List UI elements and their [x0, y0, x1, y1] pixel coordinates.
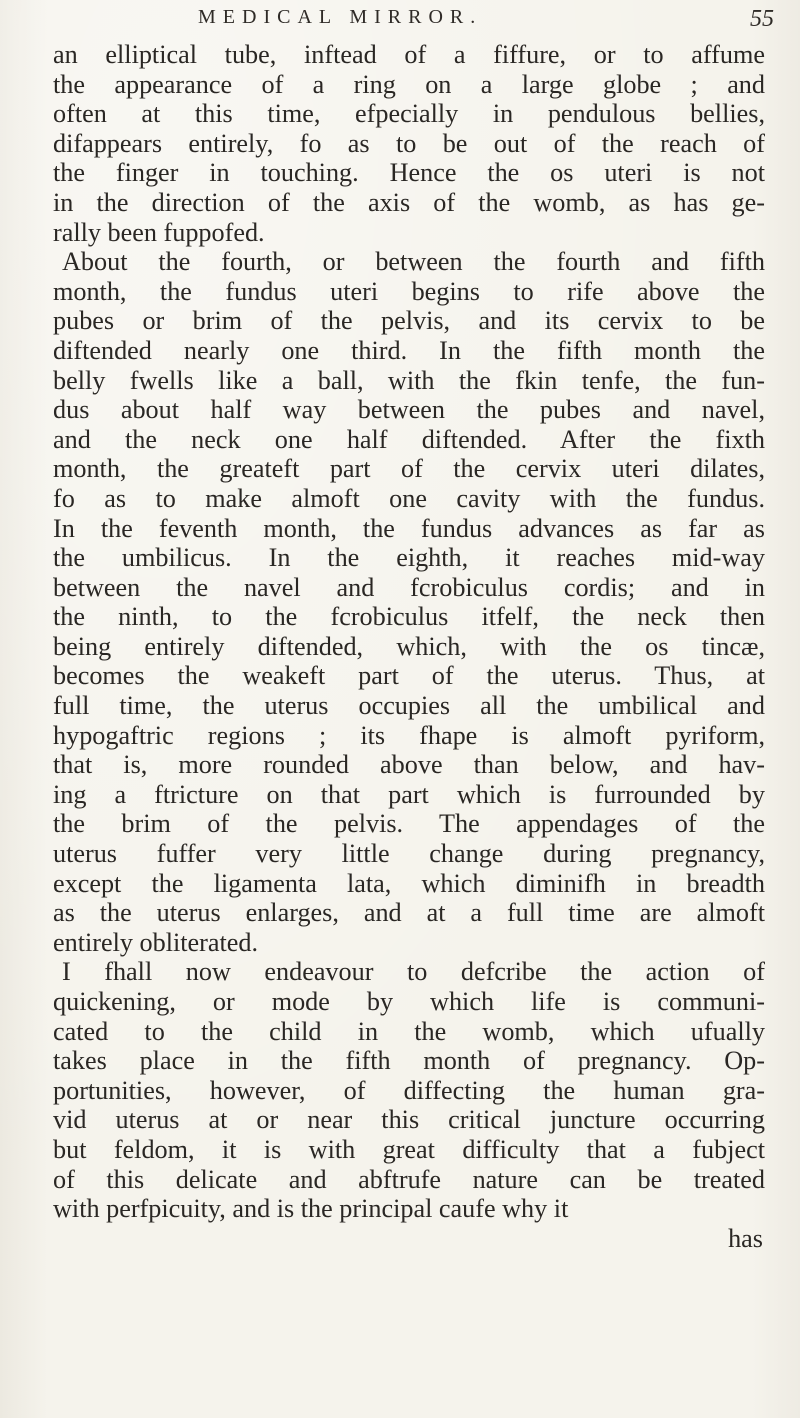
text-line: pubes or brim of the pelvis, and its cervix to be — [53, 306, 765, 336]
text-line: the ninth, to the fcrobiculus itfelf, the neck then — [53, 602, 765, 632]
text-line: that is, more rounded above than below, and hav- — [53, 750, 765, 780]
text-line: the brim of the pelvis. The appendages of the — [53, 809, 765, 839]
text-line: full time, the uterus occupies all the umbilical and — [53, 691, 765, 721]
text-line: ing a ftricture on that part which is furrounded by — [53, 779, 765, 809]
paragraph — [53, 247, 765, 957]
text-line: but feldom, it is with great difficulty that a fubject — [53, 1134, 765, 1164]
text-line: between the navel and fcrobiculus cordis; and in — [53, 572, 765, 602]
text-line: being entirely diftended, which, with the os tincæ, — [53, 631, 765, 661]
text-line: In the feventh month, the fundus advances as far as — [53, 513, 765, 543]
page-header — [0, 4, 800, 34]
text-line: fo as to make almoft one cavity with the fundus. — [53, 483, 765, 513]
text-line: often at this time, efpecially in pendulous bellies, — [53, 99, 765, 129]
text-line: belly fwells like a ball, with the fkin tenfe, the fun- — [53, 365, 765, 395]
text-line: the finger in touching. Hence the os uteri is not — [53, 158, 765, 188]
text-line: uterus fuffer very little change during pregnancy, — [53, 839, 765, 869]
text-line: cated to the child in the womb, which ufually — [53, 1016, 765, 1046]
text-line: in the direction of the axis of the womb, as has ge- — [53, 187, 765, 217]
text-line: as the uterus enlarges, and at a full time are almoft — [53, 898, 765, 928]
text-line: with perfpicuity, and is the principal caufe why it — [53, 1194, 569, 1224]
paragraph — [53, 40, 765, 247]
text-line: and the neck one half diftended. After the fixth — [53, 424, 765, 454]
text-line: month, the greateft part of the cervix uteri dilates, — [53, 454, 765, 484]
text-line: vid uterus at or near this critical juncture occurring — [53, 1105, 765, 1135]
catchword: has — [728, 1223, 763, 1253]
paragraph — [53, 957, 765, 1223]
text-line: month, the fundus uteri begins to rife above the — [53, 276, 765, 306]
text-line: becomes the weakeft part of the uterus. Thus, at — [53, 661, 765, 691]
text-line: of this delicate and abftrufe nature can be treated — [53, 1164, 765, 1194]
text-line: except the ligamenta lata, which diminifh in breadth — [53, 868, 765, 898]
text-line: quickening, or mode by which life is communi- — [53, 987, 765, 1016]
body-text — [53, 40, 765, 1253]
text-line: difappears entirely, fo as to be out of the reach of — [53, 128, 765, 158]
paragraphs — [53, 40, 765, 1224]
text-line: diftended nearly one third. In the fifth month the — [53, 335, 765, 365]
text-line: dus about half way between the pubes and navel, — [53, 395, 765, 425]
text-line: portunities, however, of diffecting the human gra- — [53, 1075, 765, 1105]
page-number: 55 — [750, 6, 774, 32]
text-line: an elliptical tube, inftead of a fiffure, or to affume — [53, 40, 765, 69]
text-line: hypogaftric regions ; its fhape is almoft pyriform, — [53, 720, 765, 750]
text-line: rally been fuppofed. — [53, 217, 265, 247]
text-line: entirely obliterated. — [53, 927, 259, 957]
text-line: the appearance of a ring on a large globe ; and — [53, 69, 765, 99]
text-line: takes place in the fifth month of pregnancy. Op- — [53, 1046, 765, 1076]
text-line: I fhall now endeavour to defcribe the action of — [62, 957, 765, 987]
running-head: MEDICAL MIRROR. — [198, 6, 483, 28]
text-line: the umbilicus. In the eighth, it reaches mid-way — [53, 543, 765, 573]
text-line: About the fourth, or between the fourth and fifth — [62, 247, 765, 277]
